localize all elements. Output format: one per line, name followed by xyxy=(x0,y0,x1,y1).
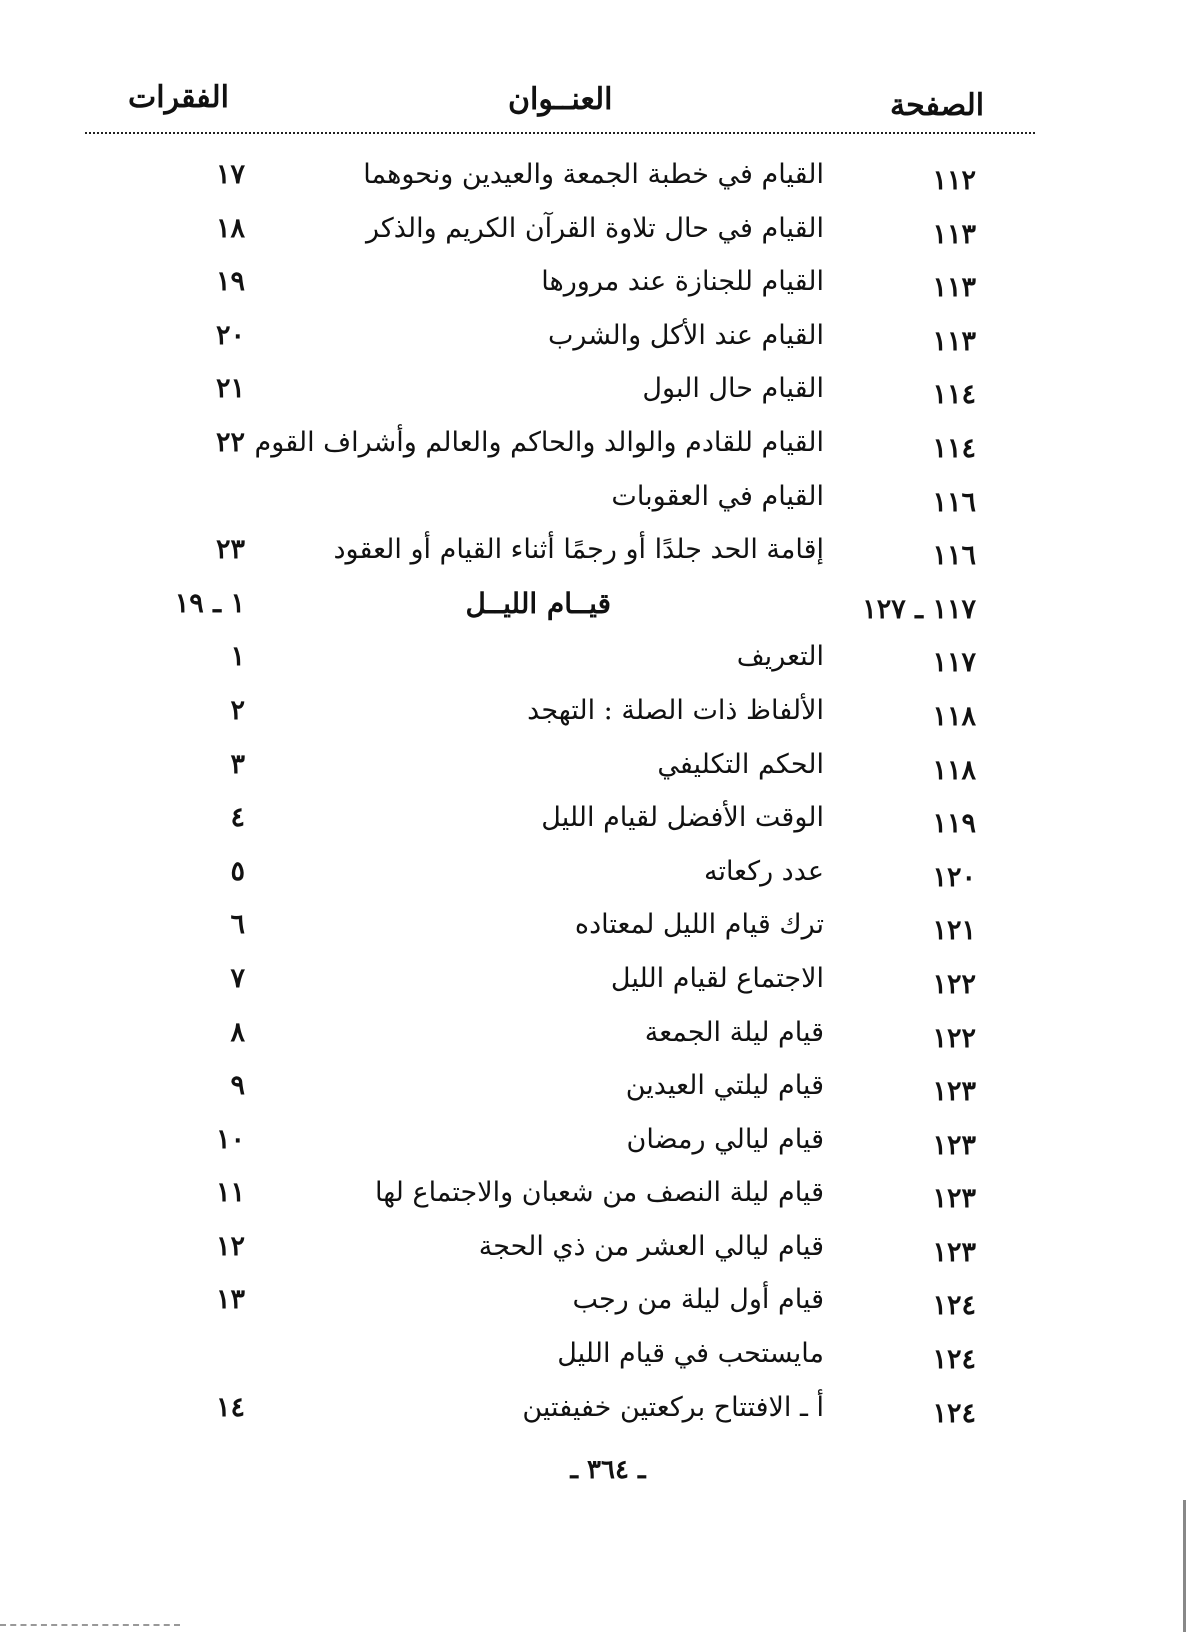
row-page-number: ١٢٤ xyxy=(932,1290,976,1322)
header-dotted-divider xyxy=(85,132,1035,134)
table-row xyxy=(0,1334,1186,1388)
row-title: قيام أول ليلة من رجب xyxy=(572,1284,824,1316)
row-title: أ ـ الافتتاح بركعتين خفيفتين xyxy=(522,1391,824,1423)
row-paragraph-number: ٥ xyxy=(230,855,245,887)
table-row xyxy=(0,959,1186,1013)
table-row xyxy=(0,316,1186,370)
row-title: التعريف xyxy=(736,641,824,673)
row-title: إقامة الحد جلدًا أو رجمًا أثناء القيام أو العقود xyxy=(333,534,824,566)
row-title: قيام ليالي العشر من ذي الحجة xyxy=(478,1230,824,1262)
row-title: القيام في حال تلاوة القرآن الكريم والذكر xyxy=(365,212,824,244)
row-page-number: ١١٨ xyxy=(932,754,976,786)
paragraphs-column-header: الفقرات xyxy=(128,80,229,115)
table-row xyxy=(0,1388,1186,1442)
table-row xyxy=(0,477,1186,531)
row-page-number: ١١٤ xyxy=(932,432,976,464)
row-paragraph-number: ٢ xyxy=(230,694,245,726)
table-row xyxy=(0,262,1186,316)
table-row xyxy=(0,530,1186,584)
row-title: القيام للجنازة عند مرورها xyxy=(541,266,824,298)
row-paragraph-number: ١١ xyxy=(215,1177,245,1209)
row-title: القيام للقادم والوالد والحاكم والعالم وأشراف القوم xyxy=(254,426,824,458)
row-page-number: ١١٤ xyxy=(932,379,976,411)
row-page-number: ١٢٣ xyxy=(932,1183,976,1215)
row-page-number: ١٢٢ xyxy=(932,1022,976,1054)
table-row xyxy=(0,1120,1186,1174)
row-page-number: ١٢٤ xyxy=(932,1344,976,1376)
table-row xyxy=(0,1280,1186,1334)
row-paragraph-number: ٢٢ xyxy=(215,426,245,458)
table-section-row xyxy=(0,584,1186,638)
row-page-number: ١١٧ ـ ١٢٧ xyxy=(862,593,976,625)
row-page-number: ١٢٢ xyxy=(932,968,976,1000)
row-title: الألفاظ ذات الصلة : التهجد xyxy=(527,694,824,726)
row-paragraph-number: ١٩ xyxy=(215,266,245,298)
row-paragraph-number: ٤ xyxy=(230,802,245,834)
row-paragraph-number: ٨ xyxy=(230,1016,245,1048)
row-page-number: ١٢١ xyxy=(932,915,976,947)
row-title: القيام في العقوبات xyxy=(611,480,824,512)
table-row xyxy=(0,209,1186,263)
row-page-number: ١١٧ xyxy=(932,647,976,679)
table-row xyxy=(0,1227,1186,1281)
row-page-number: ١٢٣ xyxy=(932,1129,976,1161)
row-paragraph-number: ١ xyxy=(230,641,245,673)
row-title: الحكم التكليفي xyxy=(657,748,824,780)
index-table xyxy=(0,155,1186,1441)
row-page-number: ١١٣ xyxy=(932,325,976,357)
table-row xyxy=(0,369,1186,423)
table-row xyxy=(0,1013,1186,1067)
row-paragraph-number: ٢٠ xyxy=(215,319,245,351)
row-title: قيام ليلتي العيدين xyxy=(625,1070,824,1102)
table-row xyxy=(0,905,1186,959)
row-page-number: ١١٣ xyxy=(932,218,976,250)
table-row xyxy=(0,637,1186,691)
row-title: القيام عند الأكل والشرب xyxy=(547,319,824,351)
row-paragraph-number: ٣ xyxy=(230,748,245,780)
row-title: مايستحب في قيام الليل xyxy=(557,1338,824,1370)
row-title: قيام ليالي رمضان xyxy=(626,1123,824,1155)
row-paragraph-number: ١٧ xyxy=(215,159,245,190)
row-page-number: ١١٨ xyxy=(932,700,976,732)
row-paragraph-number: ١٣ xyxy=(215,1284,245,1316)
row-paragraph-number: ١٠ xyxy=(215,1123,245,1155)
row-page-number: ١١٣ xyxy=(932,272,976,304)
table-row xyxy=(0,1173,1186,1227)
table-row xyxy=(0,691,1186,745)
row-title: الوقت الأفضل لقيام الليل xyxy=(541,802,824,834)
row-page-number: ١٢٤ xyxy=(932,1397,976,1429)
row-title: قيام ليلة النصف من شعبان والاجتماع لها xyxy=(374,1177,824,1209)
page-column-header: الصفحة xyxy=(890,88,985,123)
row-page-number: ١١٩ xyxy=(932,808,976,840)
row-paragraph-number: ٧ xyxy=(230,962,245,994)
row-paragraph-number: ٦ xyxy=(230,909,245,941)
row-title: عدد ركعاته xyxy=(703,855,824,887)
row-title: القيام حال البول xyxy=(642,373,824,405)
scan-bottom-mark xyxy=(0,1624,180,1626)
row-page-number: ١١٢ xyxy=(932,165,976,196)
table-row xyxy=(0,1066,1186,1120)
row-paragraph-number: ٢١ xyxy=(215,373,245,405)
row-page-number: ١١٦ xyxy=(932,486,976,518)
row-title: ترك قيام الليل لمعتاده xyxy=(574,909,824,941)
title-column-header: العنــوان xyxy=(508,82,613,117)
row-page-number: ١١٦ xyxy=(932,540,976,572)
row-page-number: ١٢٣ xyxy=(932,1076,976,1108)
row-page-number: ١٢٠ xyxy=(932,861,976,893)
row-paragraph-number: ١ ـ ١٩ xyxy=(174,587,245,619)
row-title: قيام ليلة الجمعة xyxy=(644,1016,824,1048)
table-header xyxy=(0,78,1186,128)
row-paragraph-number: ١٢ xyxy=(215,1230,245,1262)
row-title: القيام في خطبة الجمعة والعيدين ونحوهما xyxy=(363,159,824,190)
table-row xyxy=(0,423,1186,477)
row-page-number: ١٢٣ xyxy=(932,1236,976,1268)
row-title: الاجتماع لقيام الليل xyxy=(610,962,824,994)
page-number xyxy=(0,1455,1186,1485)
row-paragraph-number: ١٤ xyxy=(215,1391,245,1423)
row-paragraph-number: ٩ xyxy=(230,1070,245,1102)
table-row xyxy=(0,852,1186,906)
page-number-text: ـ ٣٦٤ ـ xyxy=(570,1455,646,1485)
table-row xyxy=(0,155,1186,209)
row-paragraph-number: ١٨ xyxy=(215,212,245,244)
row-paragraph-number: ٢٣ xyxy=(215,534,245,566)
table-row xyxy=(0,798,1186,852)
table-row xyxy=(0,745,1186,799)
row-section-heading: قيــام الليــل xyxy=(465,586,611,620)
